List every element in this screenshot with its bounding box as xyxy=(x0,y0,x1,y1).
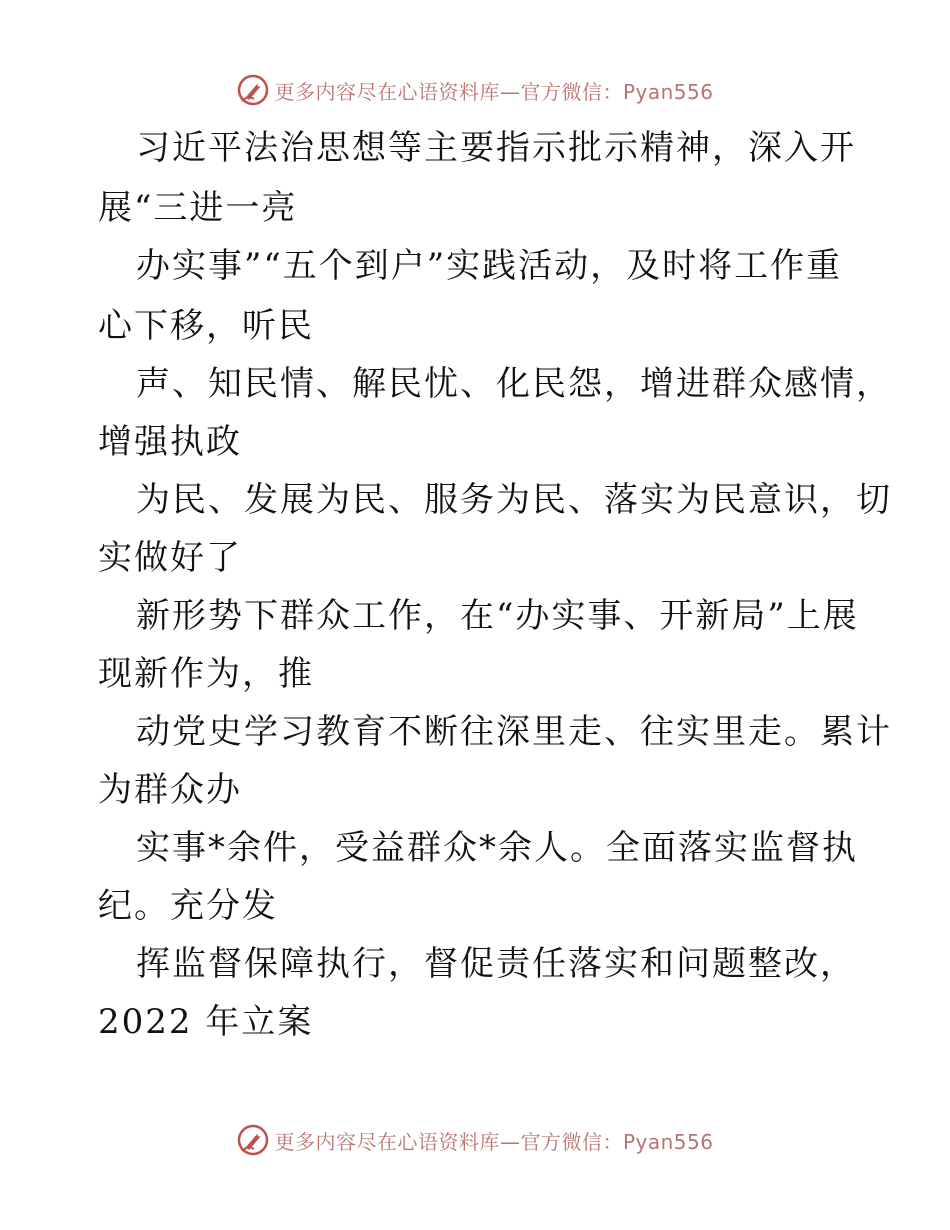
header-watermark xyxy=(0,70,950,110)
text-line: 现新作为，推 xyxy=(98,654,314,694)
text-line: 声、知民情、解民忧、化民怨，增进群众感情， xyxy=(136,364,892,404)
watermark-text: 更多内容尽在心语资料库—官方微信：Pyan556 xyxy=(274,79,714,104)
pen-nib-logo-icon xyxy=(236,1123,270,1157)
text-line: 新形势下群众工作，在“办实事、开新局”上展 xyxy=(136,596,859,636)
text-line: 为群众办 xyxy=(98,770,242,810)
text-line: 挥监督保障执行，督促责任落实和问题整改， xyxy=(136,944,856,984)
text-line: 动党史学习教育不断往深里走、往实里走。累计 xyxy=(136,712,892,752)
text-line: 实做好了 xyxy=(98,538,242,578)
pen-nib-logo-icon xyxy=(236,73,270,107)
text-line: 心下移，听民 xyxy=(98,306,314,346)
text-line: 习近平法治思想等主要指示批示精神，深入开 xyxy=(136,128,856,168)
text-line: 2022 年立案 xyxy=(98,1002,314,1042)
watermark-text: 更多内容尽在心语资料库—官方微信：Pyan556 xyxy=(274,1129,714,1154)
text-line: 办实事”“五个到户”实践活动，及时将工作重 xyxy=(136,246,843,286)
footer-watermark xyxy=(0,1120,950,1160)
text-line: 为民、发展为民、服务为民、落实为民意识，切 xyxy=(136,480,892,520)
text-line: 纪。充分发 xyxy=(98,886,278,926)
text-line: 增强执政 xyxy=(98,422,242,462)
text-line: 实事*余件，受益群众*余人。全面落实监督执 xyxy=(136,828,858,868)
text-line: 展“三进一亮 xyxy=(98,188,298,228)
